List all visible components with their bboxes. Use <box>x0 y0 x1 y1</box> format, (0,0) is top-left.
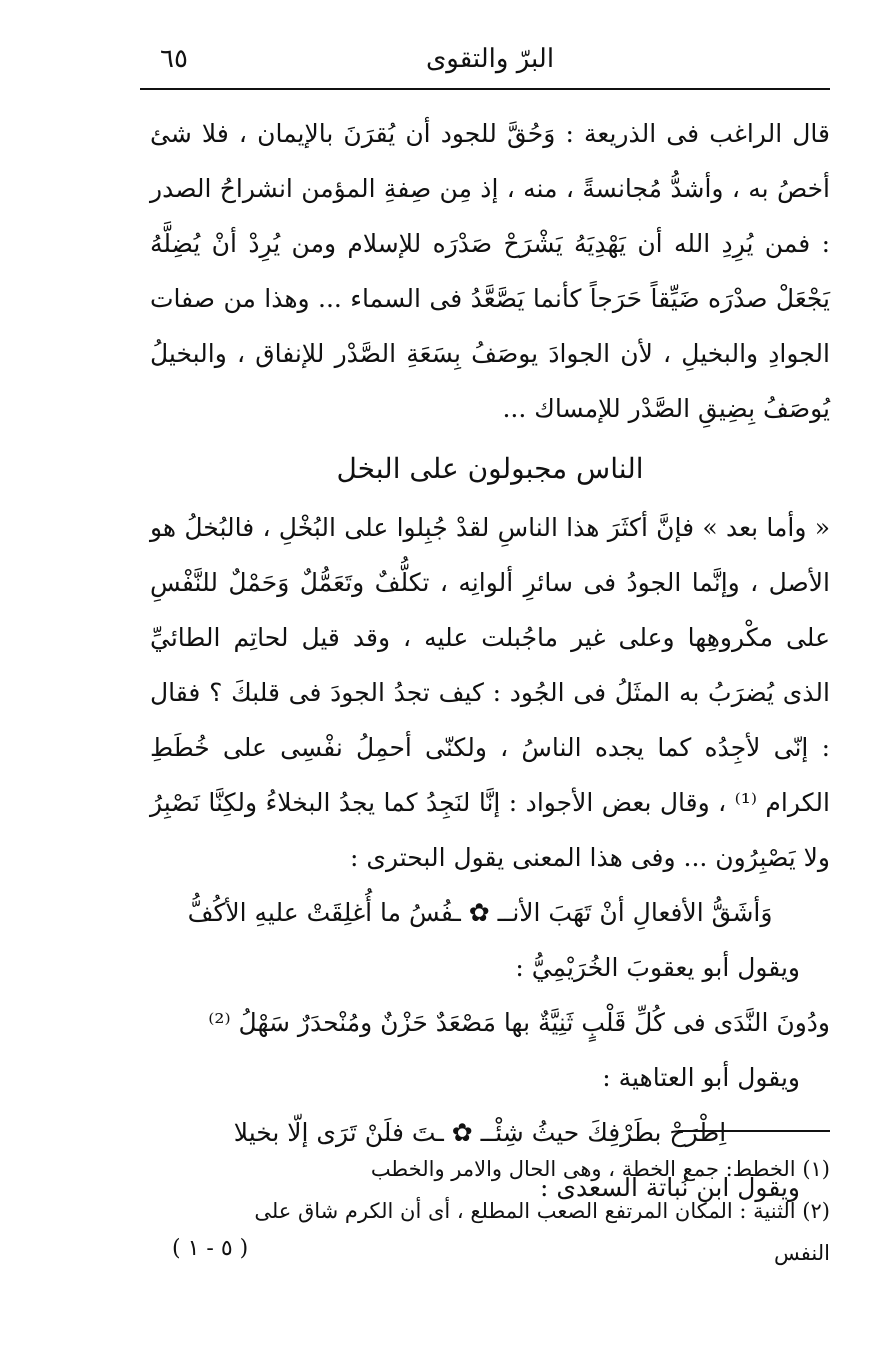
footnote-2: (٢) الثنية : المكان المرتفع الصعب المطلع ، أى أن الكرم شاق على النفس <box>254 1199 830 1265</box>
footnote-divider <box>678 1130 830 1132</box>
intro-khuraymi: ويقول أبو يعقوبَ الخُرَيْمِيُّ : <box>515 953 800 982</box>
printer-signature: ( ٥ - ١ ) <box>172 1236 249 1261</box>
intro-abu-al-atahiya: ويقول أبو العتاهية : <box>602 1063 800 1092</box>
header-divider <box>140 88 830 90</box>
section-heading: الناس مجبولون على البخل <box>336 452 644 485</box>
verse-abu-al-atahiya: اِطْرَحْ بطَرْفِكَ حيثُ شِئْــ ✿ ـتَ فلَنْ تَرَى إلّا بخيلا <box>233 1118 727 1147</box>
paragraph-raghib: قال الراغب فى الذريعة : وَحُقَّ للجود أن يُقرَنَ بالإيمان ، فلا شئ أخصُ به ، وأشدُّ مُجانسةً ، منه ، إذ مِن صِفةِ المؤمن انشراحُ الصدر : فمن يُرِدِ الله أن يَهْدِيَهُ يَشْرَحْ صَدْرَه للإسلام ومن يُرِدْ أنْ يُضِلَّهُ يَجْعَلْ صدْرَه ضَيِّقاً حَرَجاً كأنما يَصَّعَّدُ فى السماء ... وهذا من صفات الجوادِ والبخيلِ ، لأن الجوادَ يوصَفُ بِسَعَةِ الصَّدْر للإنفاق ، والبخيلُ يُوصَفُ بِضِيقِ الصَّدْر للإمساك ... <box>150 119 830 423</box>
main-text <box>150 106 830 1215</box>
intro-ibn-nubata: ويقول ابن نُباتة السعدى : <box>540 1173 800 1202</box>
page-number: ٦٥ <box>160 44 188 74</box>
paragraph-amma-baad: « وأما بعد » فإنَّ أكثَرَ هذا الناسِ لقدْ جُبِلوا على البُخْلِ ، فالبُخلُ هو الأصل ، وإنَّما الجودُ فى سائرِ ألوانِه ، تكلُّفٌ وتَعَمُّلٌ وَحَمْلٌ للنَّفْسِ على مكْروهِها وعلى غير ماجُبلت عليه ، وقد قيل لحاتِم الطائيِّ الذى يُضرَبُ به المثَلُ فى الجُود : كيف تجدُ الجودَ فى قلبكَ ؟ فقال : إنّى لأجِدُه كما يجده الناسُ ، ولكنّى أحمِلُ نفْسِى على خُطَطِ الكرام ⁽¹⁾ ، وقال بعض الأجواد : إنَّا لنَجِدُ كما يجدُ البخلاءُ ولكِنَّا نَصْبِرُ ولا يَصْبِرُون ... وفى هذا المعنى يقول البحترى : <box>150 513 830 872</box>
running-head-title: البرّ والتقوى <box>425 44 555 74</box>
verse-buhturi: وَأشَقُّ الأفعالِ أنْ تَهَبَ الأنــ ✿ ـفُسُ ما أُغلِقَتْ عليهِ الأكُفُّ <box>187 898 773 927</box>
footnote-1: (١) الخطط: جمع الخطة ، وهى الحال والامر والخطب <box>370 1157 830 1181</box>
footnotes <box>200 1148 830 1274</box>
verse-khuraymi: ودُونَ النَّدَى فى كُلِّ قَلْبٍ ثَنِيَّةٌ بها مَصْعَدٌ حَزْنٌ ومُنْحدَرٌ سَهْلُ ⁽²⁾ <box>208 1008 830 1037</box>
